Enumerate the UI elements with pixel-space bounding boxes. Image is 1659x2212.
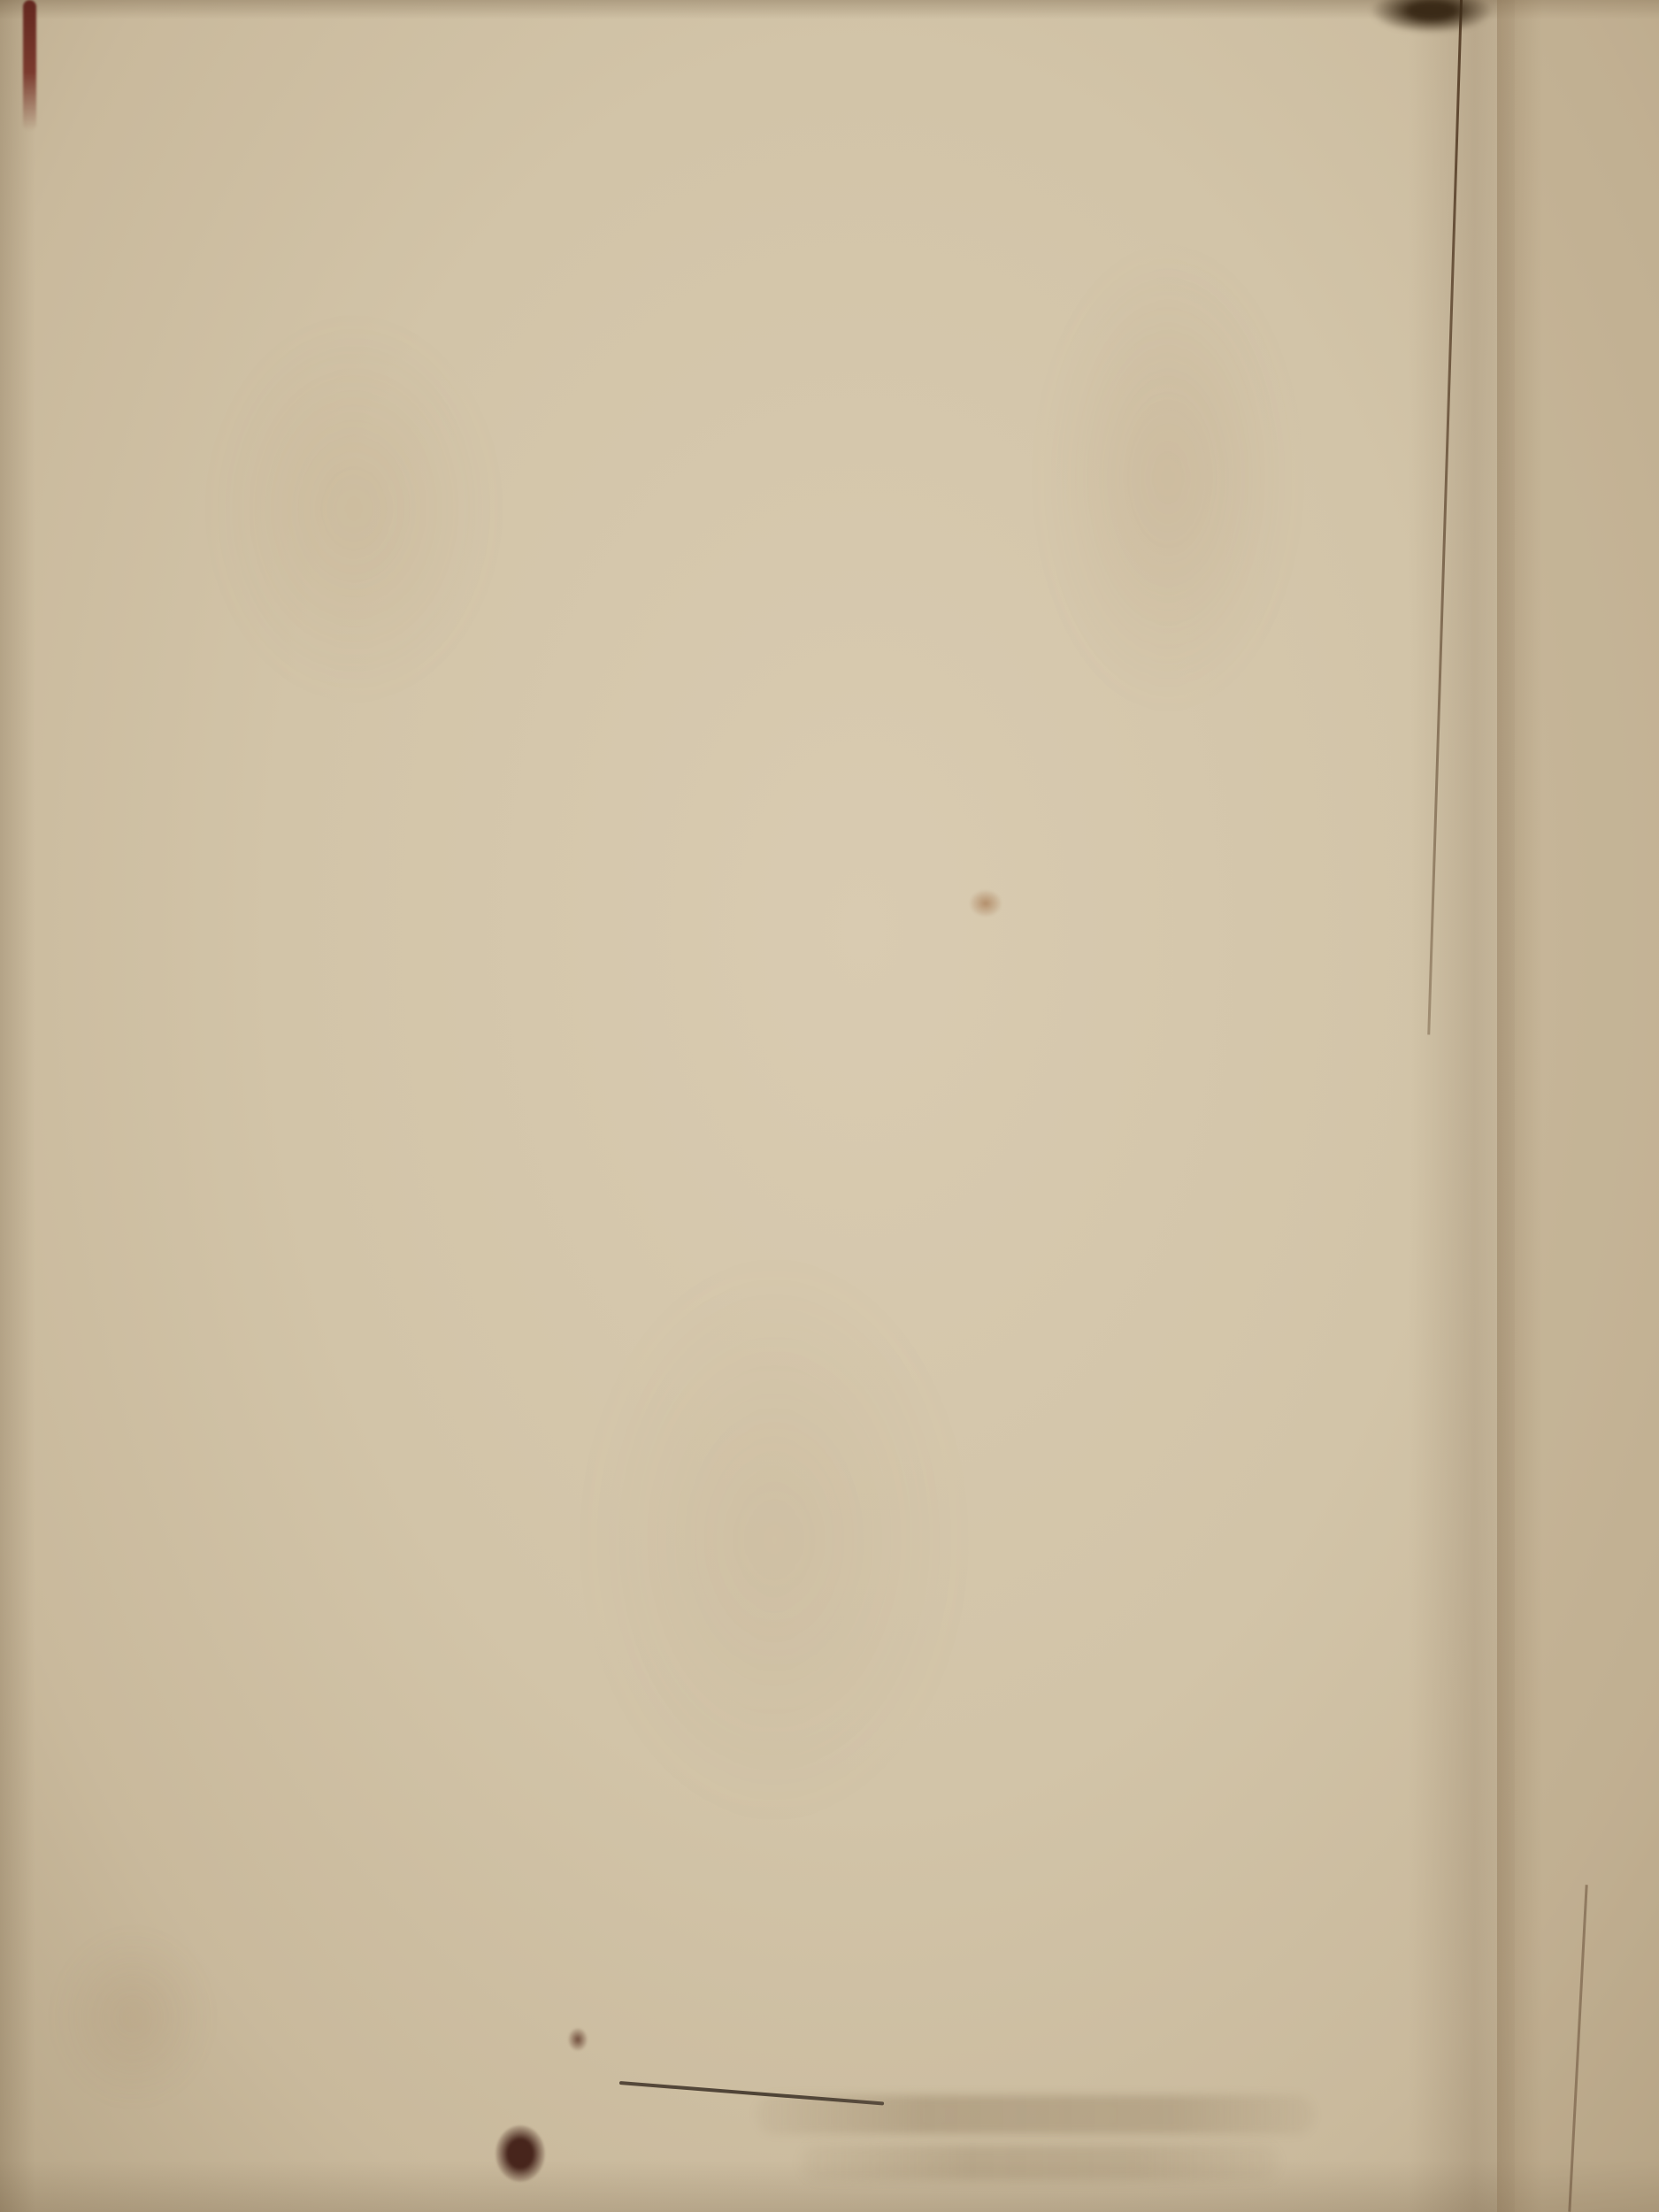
paper-stain (584, 1256, 964, 1823)
section-header (344, 84, 1407, 158)
paper-crease-line (1427, 0, 1463, 1034)
spine-fold-shadow (1409, 0, 1515, 2212)
paper-stain (212, 319, 495, 699)
toc-block (344, 84, 1407, 158)
divider-rule (619, 2081, 884, 2106)
dark-stain-spot (495, 2125, 545, 2182)
show-through-smudge (801, 2145, 1279, 2180)
adjacent-page-edge (1497, 0, 1659, 2212)
paper-stain (1044, 248, 1292, 708)
red-edge-mark (23, 0, 36, 131)
paper-stain (53, 1929, 212, 2106)
paper-crease-line-lower (1568, 1885, 1587, 2212)
rust-spot (970, 890, 1002, 917)
top-dark-patch (1370, 0, 1494, 34)
ink-spot (568, 2028, 588, 2051)
